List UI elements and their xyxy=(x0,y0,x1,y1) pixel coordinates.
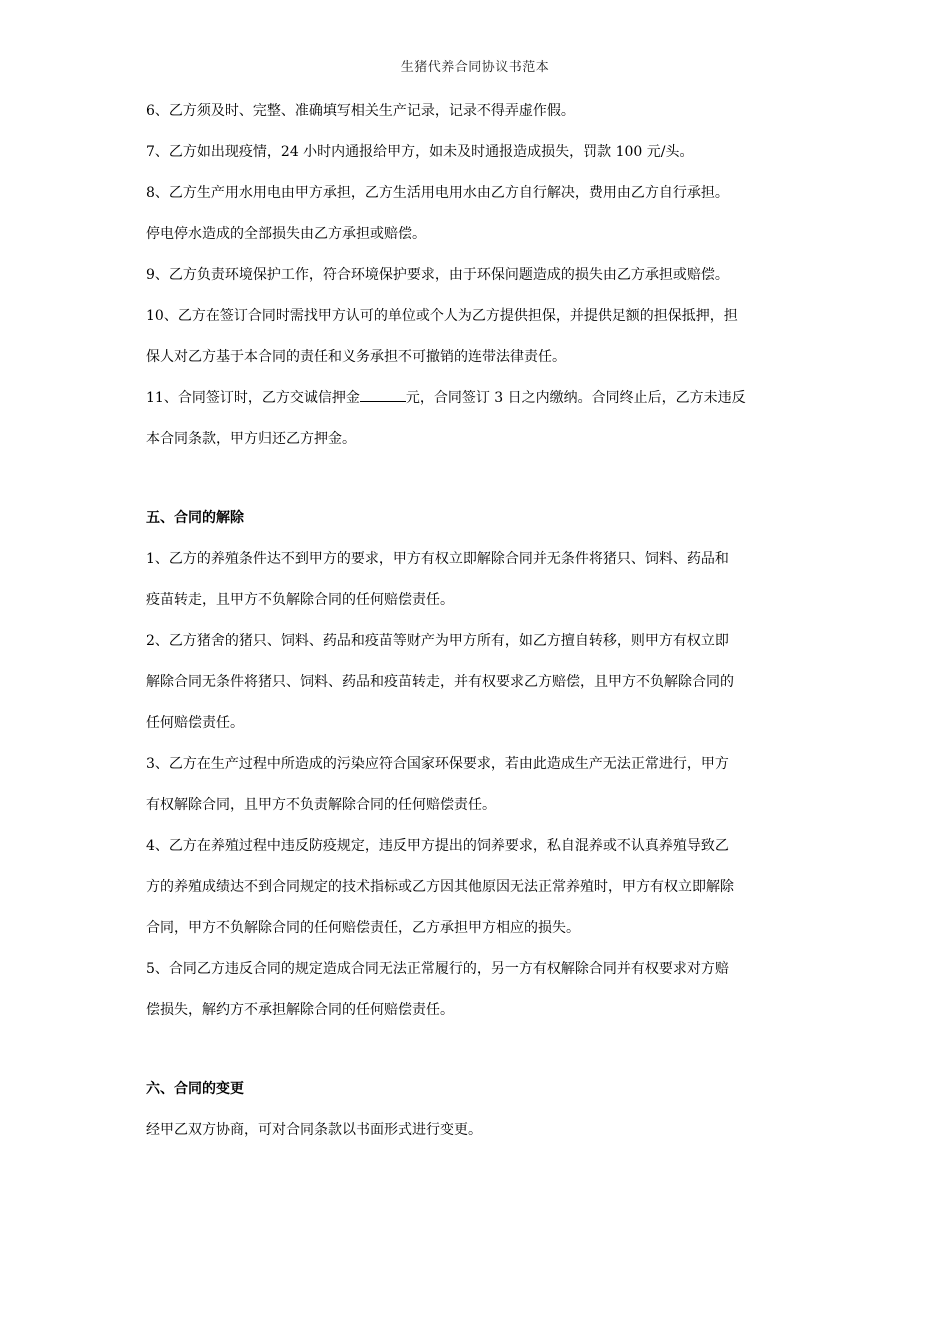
deposit-amount-blank xyxy=(360,401,406,402)
termination-3-line-2: 有权解除合同，且甲方不负责解除合同的任何赔偿责任。 xyxy=(146,797,496,813)
clause-11-line-1 xyxy=(146,385,808,426)
clause-10-line-1: 10、乙方在签订合同时需找甲方认可的单位或个人为乙方提供担保，并提供足额的担保抵押，担 xyxy=(146,308,738,324)
section-six-heading: 六、合同的变更 xyxy=(146,1081,244,1097)
clause-11-text-before-blank: 11、合同签订时，乙方交诚信押金 xyxy=(146,390,360,406)
section-five-heading: 五、合同的解除 xyxy=(146,510,244,526)
section-spacer xyxy=(146,1038,808,1076)
clause-10-line-2: 保人对乙方基于本合同的责任和义务承担不可撤销的连带法律责任。 xyxy=(146,349,566,365)
termination-3-line-1: 3、乙方在生产过程中所造成的污染应符合国家环保要求，若由此造成生产无法正常进行，甲方 xyxy=(146,756,729,772)
clause-7: 7、乙方如出现疫情，24 小时内通报给甲方，如未及时通报造成损失，罚款 100 元/头。 xyxy=(146,144,694,160)
clause-9: 9、乙方负责环境保护工作，符合环境保护要求，由于环保问题造成的损失由乙方承担或赔偿。 xyxy=(146,267,729,283)
termination-4-line-2: 方的养殖成绩达不到合同规定的技术指标或乙方因其他原因无法正常养殖时，甲方有权立即解除 xyxy=(146,879,734,895)
termination-1-line-1: 1、乙方的养殖条件达不到甲方的要求，甲方有权立即解除合同并无条件将猪只、饲料、药品和 xyxy=(146,551,729,567)
termination-4-line-1: 4、乙方在养殖过程中违反防疫规定，违反甲方提出的饲养要求，私自混养或不认真养殖导致乙 xyxy=(146,838,729,854)
document-body xyxy=(146,98,808,1158)
termination-1-line-2: 疫苗转走，且甲方不负解除合同的任何赔偿责任。 xyxy=(146,592,454,608)
clause-6: 6、乙方须及时、完整、准确填写相关生产记录，记录不得弄虚作假。 xyxy=(146,103,575,119)
document-header: 生猪代养合同协议书范本 xyxy=(400,60,550,75)
termination-4-line-3: 合同，甲方不负解除合同的任何赔偿责任，乙方承担甲方相应的损失。 xyxy=(146,920,580,936)
section-spacer xyxy=(146,467,808,505)
termination-2-line-1: 2、乙方猪舍的猪只、饲料、药品和疫苗等财产为甲方所有，如乙方擅自转移，则甲方有权立即 xyxy=(146,633,729,649)
termination-5-line-2: 偿损失，解约方不承担解除合同的任何赔偿责任。 xyxy=(146,1002,454,1018)
clause-8-line-2: 停电停水造成的全部损失由乙方承担或赔偿。 xyxy=(146,226,426,242)
termination-2-line-2: 解除合同无条件将猪只、饲料、药品和疫苗转走，并有权要求乙方赔偿，且甲方不负解除合同的 xyxy=(146,674,734,690)
clause-11-text-after-blank: 元，合同签订 3 日之内缴纳。合同终止后，乙方未违反 xyxy=(405,390,746,406)
termination-5-line-1: 5、合同乙方违反合同的规定造成合同无法正常履行的，另一方有权解除合同并有权要求对方赔 xyxy=(146,961,729,977)
amendment-body: 经甲乙双方协商，可对合同条款以书面形式进行变更。 xyxy=(146,1122,482,1138)
termination-2-line-3: 任何赔偿责任。 xyxy=(146,715,244,731)
clause-11-line-2: 本合同条款，甲方归还乙方押金。 xyxy=(146,431,356,447)
clause-8-line-1: 8、乙方生产用水用电由甲方承担，乙方生活用电用水由乙方自行解决，费用由乙方自行承担。 xyxy=(146,185,729,201)
